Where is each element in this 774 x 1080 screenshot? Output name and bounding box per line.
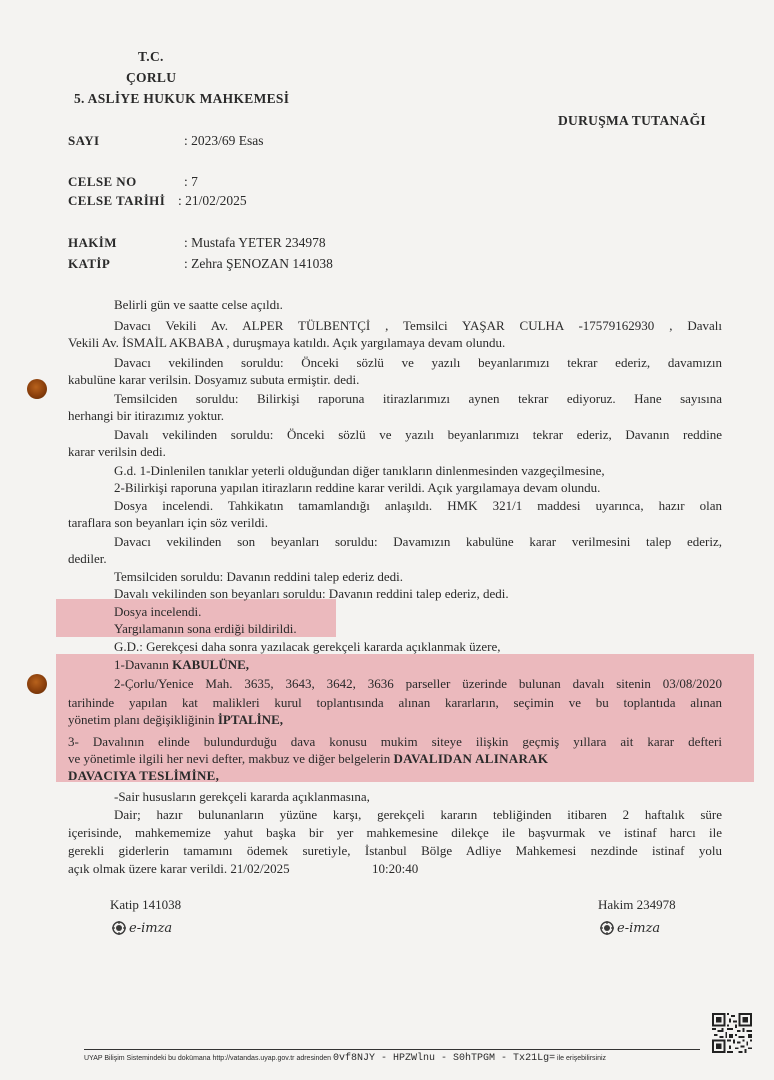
body-line: Davalı vekilinden soruldu: Önceki sözlü ve yazılı beyanlarımızı tekrar ederiz, Davanın reddine — [114, 427, 722, 442]
celse-no-label: CELSE NO — [68, 174, 137, 189]
sayi-label: SAYI — [68, 133, 100, 148]
footer-text: UYAP Bilişim Sistemindeki bu dokümana http://vatandas.uyap.gov.tr adresinden — [84, 1055, 332, 1062]
body-line: Davacı vekilinden soruldu: Önceki sözlü ve yazılı beyanlarımızı tekrar ederiz, davamızın — [114, 355, 722, 370]
decision-item-3-bold: DAVALIDAN ALINARAK — [393, 751, 549, 766]
decision-item-3-text: ve yönetimle ilgili her nevi defter, makbuz ve diğer belgelerin — [68, 751, 394, 766]
decision-item-3-bold-end: DAVACIYA TESLİMİNE, — [68, 768, 220, 783]
decision-item-3 — [68, 750, 548, 767]
body-line: Davacı vekilinden son beyanları soruldu: Davamızın kabulüne karar verilmesini talep ederiz, — [114, 534, 722, 549]
katip-label: KATİP — [68, 256, 111, 271]
eimza-text: e-imza — [617, 921, 661, 936]
footer-code: 0vf8NJY - HPZWlnu - S0hTPGM - Tx21Lg= — [333, 1053, 556, 1064]
body-line: Davacı Vekili Av. ALPER TÜLBENTÇİ , Temsilci YAŞAR CULHA -17579162930 , Davalı — [114, 318, 722, 333]
body-line: açık olmak üzere karar verildi. 21/02/2025 — [68, 861, 290, 876]
header-tc: T.C. — [138, 49, 164, 64]
body-line: dediler. — [68, 551, 107, 566]
body-line: Belirli gün ve saatte celse açıldı. — [114, 297, 283, 312]
decision-item-2-end — [68, 711, 283, 728]
body-line: Davalı vekilinden son beyanları soruldu: Davanın reddini talep ederiz, dedi. — [114, 586, 509, 601]
body-line: Vekili Av. İSMAİL AKBABA , duruşmaya katıldı. Açık yargılamaya devam olundu. — [68, 335, 506, 350]
body-line: içerisinde, mahkememize yahut başka bir yer mahkemesine dilekçe ile başvurmak ve istinaf harcı ile — [68, 825, 722, 840]
katip-signature-label: Katip 141038 — [110, 897, 182, 912]
body-line: Yargılamanın sona erdiği bildirildi. — [114, 621, 297, 636]
header-city: ÇORLU — [126, 70, 177, 85]
body-line: -Sair hususların gerekçeli kararda açıklanmasına, — [114, 789, 370, 804]
footer — [84, 1053, 606, 1064]
decision-item-1-bold: KABULÜNE, — [172, 657, 250, 672]
celse-tarihi-value: : 21/02/2025 — [178, 193, 247, 208]
punch-hole-bottom — [27, 674, 47, 694]
hakim-value: : Mustafa YETER 234978 — [184, 235, 326, 250]
body-line: karar verilsin dedi. — [68, 444, 166, 459]
celse-no-value: : 7 — [184, 174, 198, 189]
hakim-signature-label: Hakim 234978 — [598, 897, 676, 912]
body-line: Dair; hazır bulunanların yüzüne karşı, gerekçeli kararın tebliğinden itibaren 2 haftalık süre — [114, 807, 722, 822]
eimza-text: e-imza — [129, 921, 173, 936]
sayi-value: : 2023/69 Esas — [184, 133, 264, 148]
body-line: 2-Çorlu/Yenice Mah. 3635, 3643, 3642, 3636 parseller üzerinde bulunan davalı sitenin 03/08/2020 — [114, 676, 722, 691]
body-line: G.D.: Gerekçesi daha sonra yazılacak gerekçeli kararda açıklanmak üzere, — [114, 639, 501, 654]
footer-text-end: ile erişebilirsiniz — [557, 1055, 607, 1062]
seal-icon — [600, 921, 614, 935]
body-line: Temsilciden soruldu: Davanın reddini talep ederiz dedi. — [114, 569, 403, 584]
hakim-eimza — [600, 919, 660, 937]
katip-eimza — [112, 919, 172, 937]
decision-item-2-text: yönetim planı değişikliğinin — [68, 712, 218, 727]
body-line: G.d. 1-Dinlenilen tanıklar yeterli olduğundan diğer tanıkların dinlenmesinden vazgeçilmesine, — [114, 463, 605, 478]
document-title: DURUŞMA TUTANAĞI — [558, 113, 706, 128]
body-line: taraflara son beyanları için söz verildi. — [68, 515, 268, 530]
body-line: tarihinde yapılan kat malikleri kurul toplantısında alınan kararların, seçimin ve bu toplantıda alınan — [68, 695, 722, 710]
body-line: 2-Bilirkişi raporuna yapılan itirazların reddine karar verildi. Açık yargılamaya devam olundu. — [114, 480, 601, 495]
celse-tarihi-label: CELSE TARİHİ — [68, 193, 166, 208]
header-court: 5. ASLİYE HUKUK MAHKEMESİ — [74, 91, 290, 106]
katip-value: : Zehra ŞENOZAN 141038 — [184, 256, 333, 271]
decision-time: 10:20:40 — [372, 861, 419, 876]
body-line: herhangi bir itirazımız yoktur. — [68, 408, 224, 423]
seal-icon — [112, 921, 126, 935]
body-line: gerekli giderlerin tamamını ödemek suretiyle, İstanbul Bölge Adliye Mahkemesi nezdinde istinaf yolu — [68, 843, 722, 858]
body-line: Dosya incelendi. Tahkikatın tamamlandığı anlaşıldı. HMK 321/1 maddesi uyarınca, hazır olan — [114, 498, 722, 513]
body-line: Temsilciden soruldu: Bilirkişi raporuna itirazlarımızı aynen tekrar ediyoruz. Hane sayısına — [114, 391, 722, 406]
body-line: kabulüne karar verilsin. Dosyamız subuta ermiştir. dedi. — [68, 372, 360, 387]
body-line: 3- Davalının elinde bulundurduğu dava konusu mukim siteye ilişkin geçmiş yıllara ait karar defteri — [68, 734, 722, 749]
hakim-label: HAKİM — [68, 235, 117, 250]
qr-code-icon — [712, 1013, 752, 1053]
body-line: Dosya incelendi. — [114, 604, 202, 619]
decision-item-3-end — [68, 767, 219, 784]
decision-item-1-text: 1-Davanın — [114, 657, 173, 672]
punch-hole-top — [27, 379, 47, 399]
footer-divider — [84, 1049, 700, 1050]
decision-item-1 — [114, 656, 249, 673]
decision-item-2-bold: İPTALİNE, — [217, 712, 283, 727]
